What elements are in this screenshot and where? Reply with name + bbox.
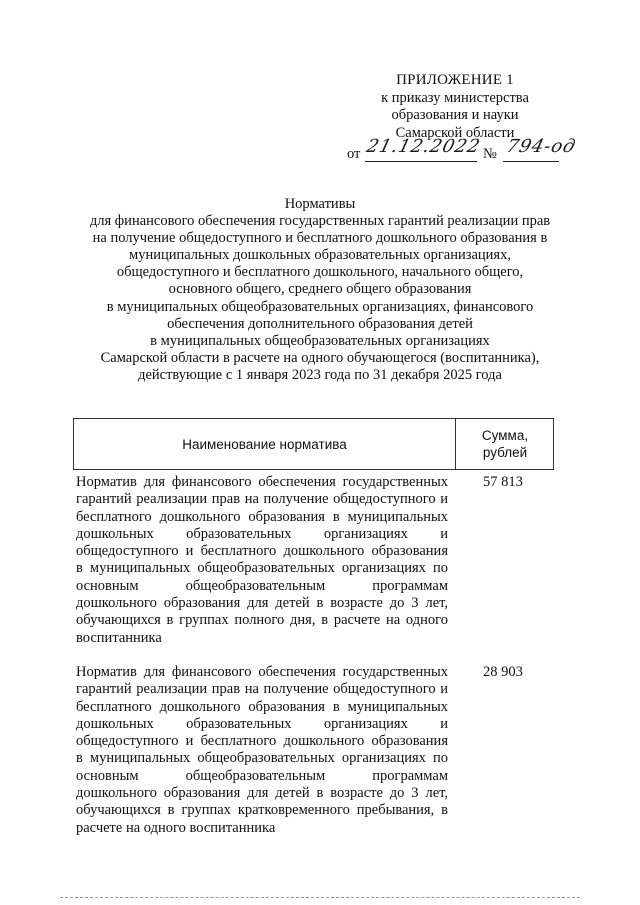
heading-line: обеспечения дополнительного образования детей [167, 315, 473, 332]
heading-title: Нормативы [284, 196, 356, 212]
row-line: дошкольных образовательных организациях и [76, 525, 448, 542]
heading-line: на получение общедоступного и бесплатного дошкольного образования в [92, 230, 548, 247]
row-line: общедоступного и бесплатного дошкольного образования [76, 543, 448, 560]
handwritten-number: 794-од [504, 136, 579, 157]
table-header [73, 418, 554, 470]
row-line: расчете на одного воспитанника [76, 819, 276, 836]
row-line: дошкольного образования для детей в возрасте до 3 лет, [76, 595, 448, 612]
heading-line: Самарской области в расчете на одного обучающегося (воспитанника), [100, 349, 540, 366]
appendix-line: Самарской области [395, 124, 515, 141]
row-line: гарантий реализации прав на получение общедоступного и [76, 491, 448, 508]
heading-line: муниципальных дошкольных образовательных организациях, [129, 247, 511, 264]
heading-line: основного общего, среднего общего образования [168, 281, 472, 298]
order-date-number [347, 136, 579, 170]
row-line: бесплатного дошкольного образования в муниципальных [76, 508, 448, 525]
row-line: основным общеобразовательным программам [76, 577, 448, 594]
header-name: Наименование норматива [182, 437, 347, 452]
header-sum-line: Сумма, [481, 428, 529, 443]
row-line: общедоступного и бесплатного дошкольного образования [76, 733, 448, 750]
row-line: гарантий реализации прав на получение общедоступного и [76, 681, 448, 698]
row-line: Норматив для финансового обеспечения государственных [76, 664, 448, 680]
appendix-line: образования и науки [391, 107, 519, 123]
row-line: в муниципальных общеобразовательных организациях по [76, 560, 448, 577]
row-line: воспитанника [76, 629, 162, 646]
header-sum [456, 427, 554, 461]
handwritten-date: 21.12.2022 [364, 136, 483, 157]
row-value: 28 903 [483, 664, 523, 680]
row-line: основным общеобразовательным программам [76, 767, 448, 784]
heading-line: для финансового обеспечения государственных гарантий реализации прав [89, 213, 551, 230]
scan-edge-line [60, 897, 580, 898]
row-line: обучающихся в группах полного дня, в расчете на одного [76, 612, 448, 629]
header-sum-line: рублей [482, 445, 528, 460]
row-line: дошкольных образовательных организациях и [76, 715, 448, 732]
heading-line: общедоступного и бесплатного дошкольного, начального общего, [116, 264, 524, 281]
heading-line: в муниципальных общеобразовательных организациях [150, 332, 490, 349]
row-line: дошкольного образования для детей в возрасте до 3 лет, [76, 785, 448, 802]
number-underline [503, 161, 559, 162]
heading-line: действующие с 1 января 2023 года по 31 декабря 2025 года [138, 366, 502, 383]
heading-line: в муниципальных общеобразовательных организациях, финансового [106, 298, 534, 315]
appendix-line: к приказу министерства [381, 89, 529, 106]
appendix-block [330, 72, 580, 142]
date-underline [365, 161, 477, 162]
date-prefix: от [347, 146, 361, 162]
document-heading [60, 196, 580, 384]
row-value: 57 813 [483, 474, 523, 490]
row-line: обучающихся в группах кратковременного пребывания, в [76, 802, 448, 819]
row-line: в муниципальных общеобразовательных организациях по [76, 750, 448, 767]
number-prefix: № [483, 146, 497, 162]
row-description [76, 664, 448, 837]
appendix-title: ПРИЛОЖЕНИЕ 1 [396, 72, 514, 88]
row-description [76, 474, 448, 647]
row-line: Норматив для финансового обеспечения государственных [76, 474, 448, 490]
row-line: бесплатного дошкольного образования в муниципальных [76, 698, 448, 715]
